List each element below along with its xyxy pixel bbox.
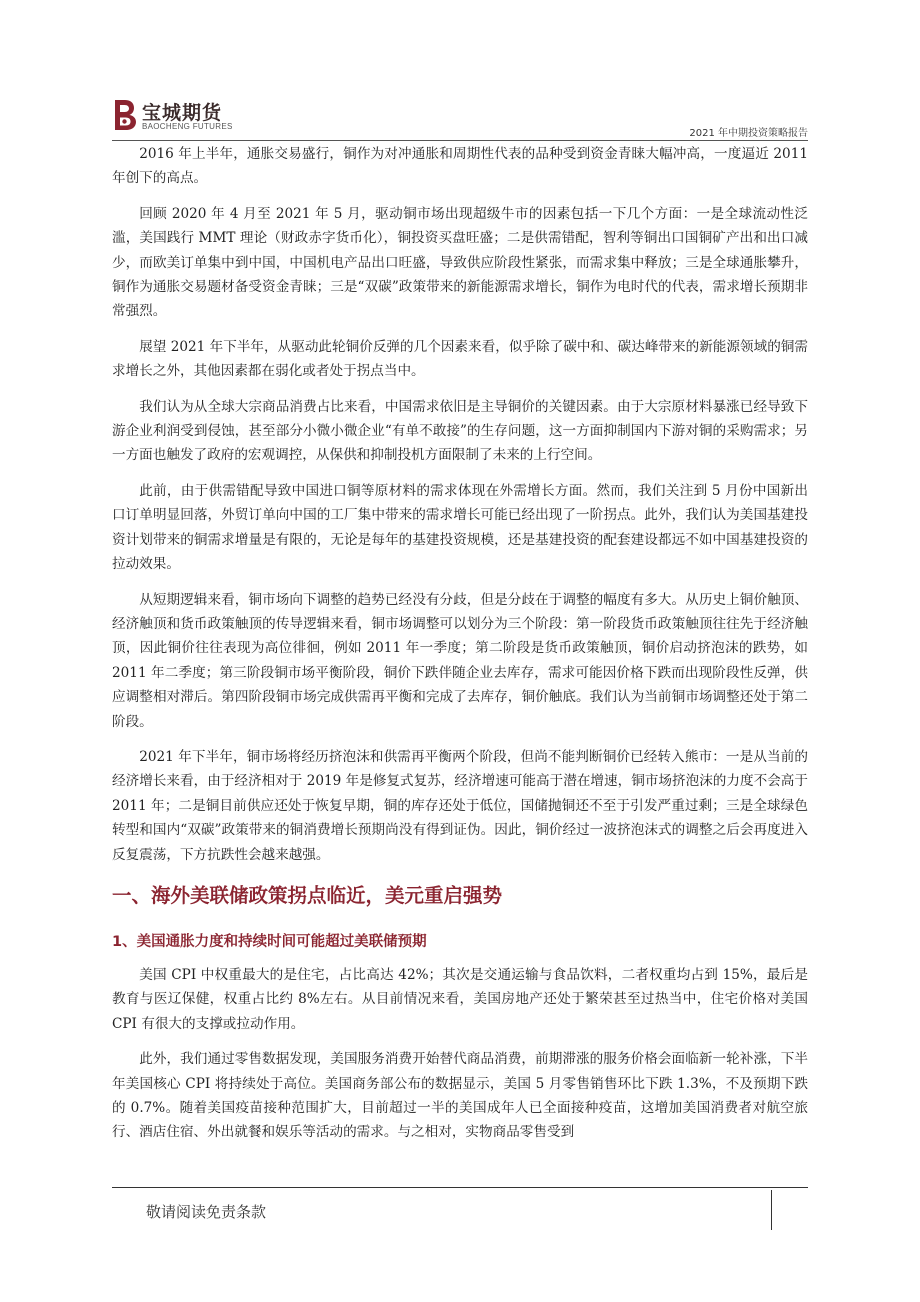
logo-mark-icon xyxy=(112,98,138,132)
paragraph: 此外，我们通过零售数据发现，美国服务消费开始替代商品消费，前期滞涨的服务价格会面临新一轮补涨，下半年美国核心 CPI 将持续处于高位。美国商务部公布的数据显示，美国 5 月零售销售环比下跌 1.3%，不及预期下跌的 0.7%。随着美国疫苗接种范围扩大，目前超过一半的美国成年人已全面接种疫苗，这增加美国消费者对航空旅行、酒店住宿、外出就餐和娱乐等活动的需求。与之相对，实物商品零售受到 xyxy=(112,1051,808,1141)
page-header xyxy=(112,96,808,140)
logo-name-cn: 宝城期货 xyxy=(142,102,223,124)
paragraph: 回顾 2020 年 4 月至 2021 年 5 月，驱动铜市场出现超级牛市的因素包括一下几个方面：一是全球流动性泛滥，美国践行 MMT 理论（财政赤字货币化），铜投资买盘旺盛；二是供需错配，智利等铜出口国铜矿产出和出口减少，而欧美订单集中到中国，中国机电产品出口旺盛，导致供应阶段性紧张，而需求集中释放；三是全球通胀攀升，铜作为通胀交易题材备受资金青睐；三是“双碳”政策带来的新能源需求增长，铜作为电时代的代表，需求增长预期非常强烈。 xyxy=(112,205,808,320)
section-heading: 一、海外美联储政策拐点临近，美元重启强势 xyxy=(112,883,503,907)
paragraph: 我们认为从全球大宗商品消费占比来看，中国需求依旧是主导铜价的关键因素。由于大宗原材料暴涨已经导致下游企业利润受到侵蚀，甚至部分小微小微企业“有单不敢接”的生存问题，这一方面抑制国内下游对铜的采购需求；另一方面也触发了政府的宏观调控，从保供和抑制投机方面限制了未来的上行空间。 xyxy=(112,398,808,464)
paragraph: 2016 年上半年，通胀交易盛行，铜作为对冲通胀和周期性代表的品种受到资金青睐大幅冲高，一度逼近 2011 年创下的高点。 xyxy=(112,146,808,187)
paragraph: 从短期逻辑来看，铜市场向下调整的趋势已经没有分歧，但是分歧在于调整的幅度有多大。从历史上铜价触顶、经济触顶和货币政策触顶的传导逻辑来看，铜市场调整可以划分为三个阶段：第一阶段货币政策触顶往往先于经济触顶，因此铜价往往表现为高位徘徊，例如 2011 年一季度；第二阶段是货币政策触顶，铜价启动挤泡沫的跌势，如 2011 年二季度；第三阶段铜市场平衡阶段，铜价下跌伴随企业去库存，需求可能因价格下跌而出现阶段性反弹，供应调整相对滞后。第四阶段铜市场完成供需再平衡和完成了去库存，铜价触底。我们认为当前铜市场调整还处于第二阶段。 xyxy=(112,591,808,730)
footer-vertical-bar xyxy=(771,1190,772,1230)
paragraph: 此前，由于供需错配导致中国进口铜等原材料的需求体现在外需增长方面。然而，我们关注到 5 月份中国新出口订单明显回落，外贸订单向中国的工厂集中带来的需求增长可能已经出现了一阶拐点。此外，我们认为美国基建投资计划带来的铜需求增量是有限的，无论是每年的基建投资规模，还是基建投资的配套建设都远不如中国基建投资的拉动效果。 xyxy=(112,482,808,573)
logo-name-en: BAOCHENG FUTURES xyxy=(142,122,233,131)
paragraph: 展望 2021 年下半年，从驱动此轮铜价反弹的几个因素来看，似乎除了碳中和、碳达峰带来的新能源领域的铜需求增长之外，其他因素都在弱化或者处于拐点当中。 xyxy=(112,338,808,380)
report-title: 2021 年中期投资策略报告 xyxy=(689,128,808,139)
company-logo xyxy=(112,96,242,136)
page-content xyxy=(112,142,808,1156)
paragraph: 2021 年下半年，铜市场将经历挤泡沫和供需再平衡两个阶段，但尚不能判断铜价已经转入熊市：一是从当前的经济增长来看，由于经济相对于 2019 年是修复式复苏，经济增速可能高于潜在增速，铜市场挤泡沫的力度不会高于 2011 年；二是铜目前供应还处于恢复早期，铜的库存还处于低位，国储抛铜还不至于引发严重过剩；三是全球绿色转型和国内“双碳”政策带来的铜消费增长预期尚没有得到证伪。因此，铜价经过一波挤泡沫式的调整之后会再度进入反复震荡，下方抗跌性会越来越强。 xyxy=(112,748,808,863)
paragraph: 美国 CPI 中权重最大的是住宅，占比高达 42%；其次是交通运输与食品饮料，二者权重均占到 15%，最后是教育与医辽保健，权重占比约 8%左右。从目前情况来看，美国房地产还处于繁荣甚至过热当中，住宅价格对美国 CPI 有很大的支撑或拉动作用。 xyxy=(112,966,808,1032)
footer-divider xyxy=(112,1187,808,1188)
subsection-heading: 1、美国通胀力度和持续时间可能超过美联储预期 xyxy=(112,933,427,950)
footer-disclaimer-link[interactable]: 敬请阅读免责条款 xyxy=(146,1203,267,1221)
header-divider xyxy=(112,140,808,141)
